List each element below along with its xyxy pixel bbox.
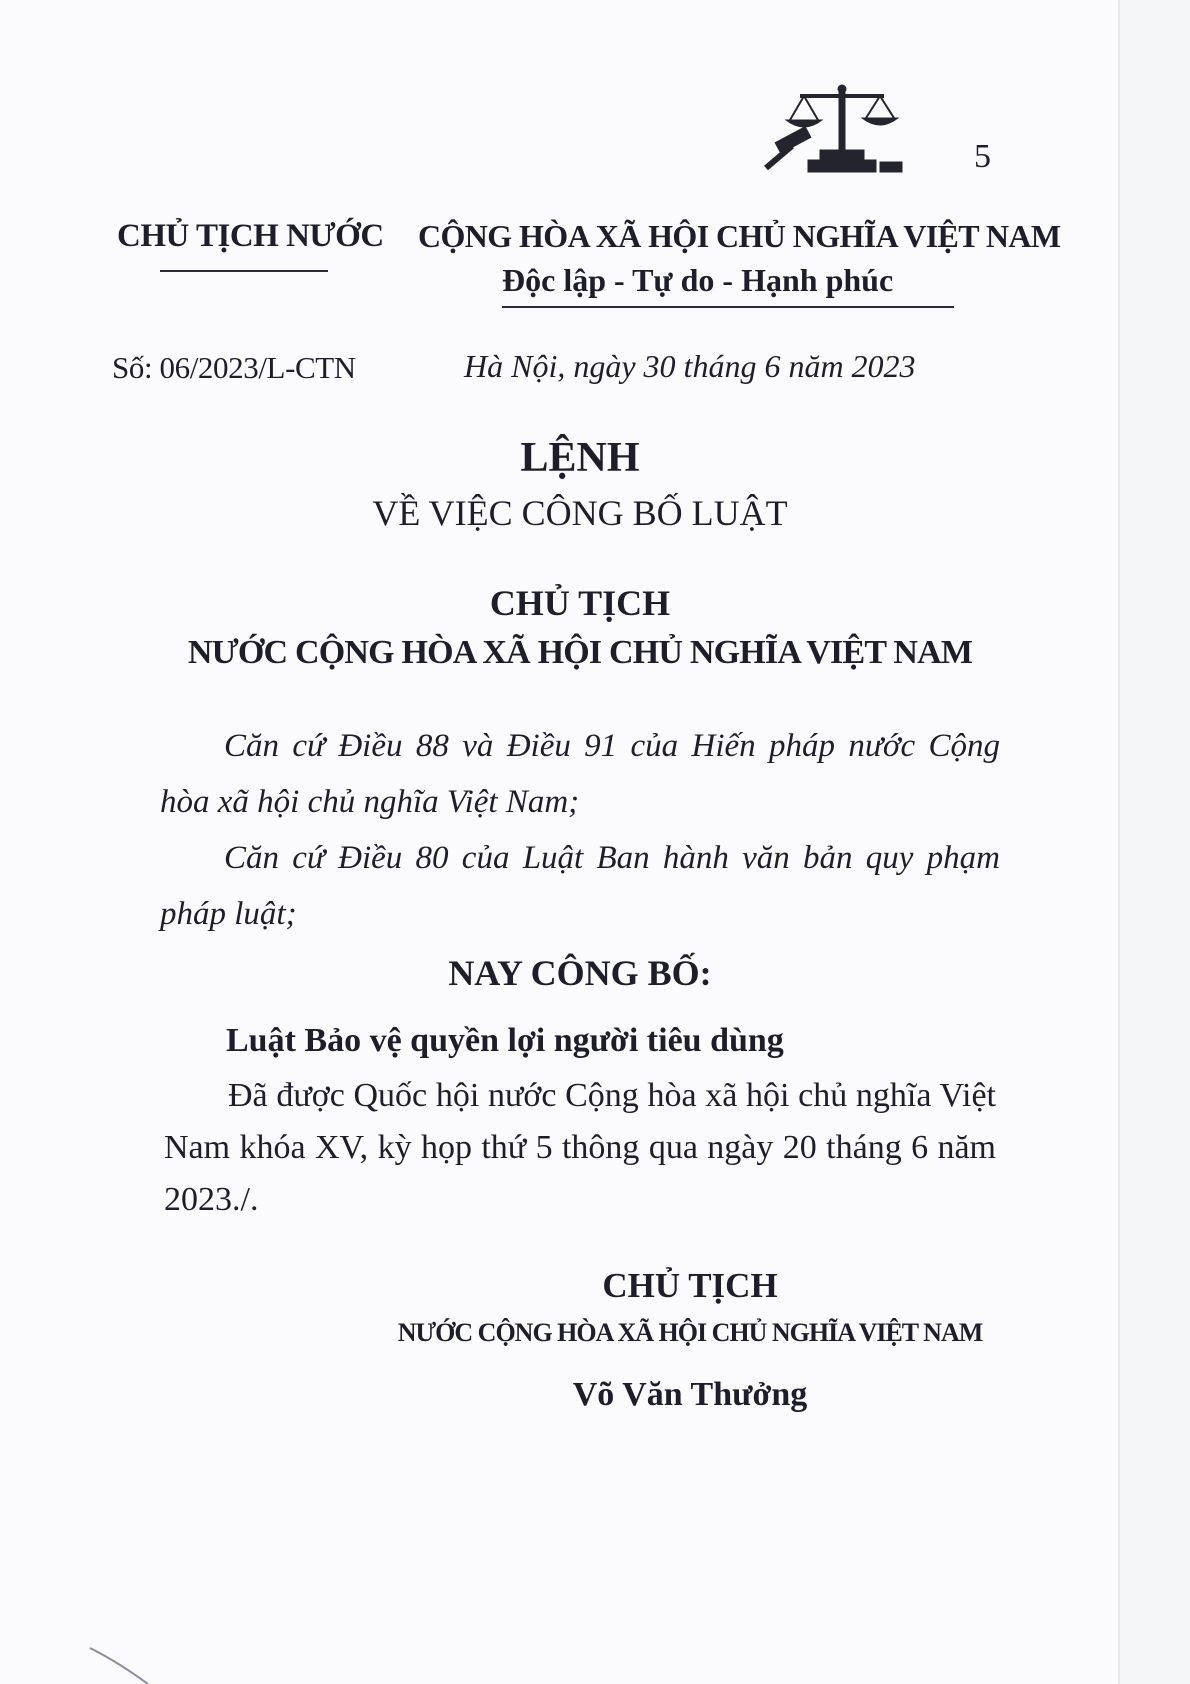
motto-underline [502, 306, 954, 308]
passage-note: Đã được Quốc hội nước Cộng hòa xã hội chủ nghĩa Việt Nam khóa XV, kỳ họp thứ 5 thông qua ngày 20 tháng 6 năm 2023./. [164, 1077, 996, 1218]
announcement-heading: NAY CÔNG BỐ: [448, 953, 712, 993]
issuer-subtitle: NƯỚC CỘNG HÒA XÃ HỘI CHỦ NGHĨA VIỆT NAM [187, 634, 973, 671]
page-corner-curl [88, 1640, 178, 1684]
place-and-date: Hà Nội, ngày 30 tháng 6 năm 2023 [464, 348, 916, 384]
document-subtitle: VỀ VIỆC CÔNG BỐ LUẬT [372, 493, 788, 533]
legal-basis-1: Căn cứ Điều 88 và Điều 91 của Hiến pháp nước Cộng hòa xã hội chủ nghĩa Việt Nam; [160, 728, 1000, 820]
national-motto: Độc lập - Tự do - Hạnh phúc [502, 262, 894, 298]
signature-title: CHỦ TỊCH [602, 1266, 778, 1305]
document-number: Số: 06/2023/L-CTN [112, 350, 356, 385]
legal-basis-2: Căn cứ Điều 80 của Luật Ban hành văn bản quy phạm pháp luật; [160, 840, 1000, 932]
page-number: 5 [974, 138, 991, 175]
issuer-title: CHỦ TỊCH [489, 583, 671, 623]
issuing-authority-underline [160, 270, 328, 272]
scales-of-justice-icon [762, 84, 922, 176]
signer-name: Võ Văn Thưởng [572, 1376, 808, 1413]
national-name: CỘNG HÒA XÃ HỘI CHỦ NGHĨA VIỆT NAM [418, 218, 1061, 254]
issuing-authority: CHỦ TỊCH NƯỚC [117, 218, 384, 254]
signature-subtitle: NƯỚC CỘNG HÒA XÃ HỘI CHỦ NGHĨA VIỆT NAM [397, 1318, 983, 1347]
law-name: Luật Bảo vệ quyền lợi người tiêu dùng [226, 1022, 784, 1059]
document-title: LỆNH [520, 435, 640, 481]
